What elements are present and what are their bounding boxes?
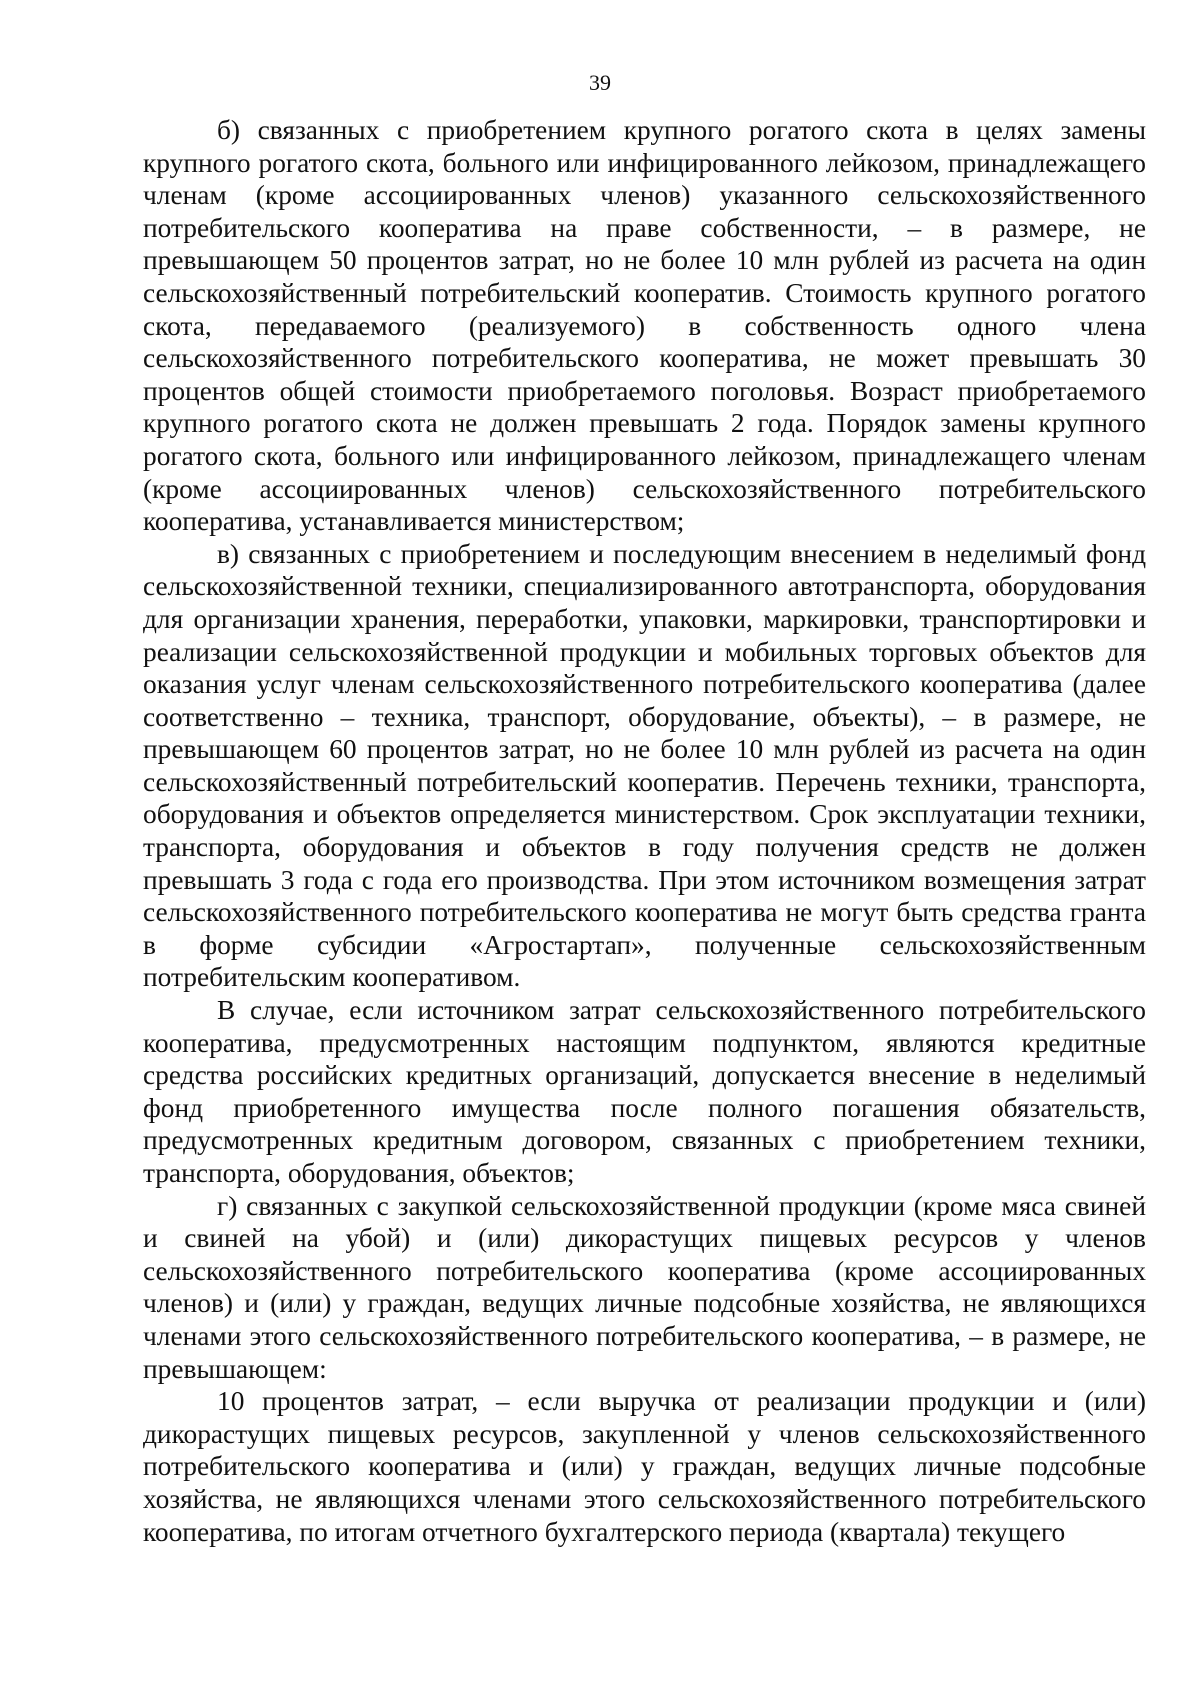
page-number: 39 [589,70,611,95]
paragraph-g: г) связанных с закупкой сельскохозяйственной продукции (кроме мяса свиней и свиней на убой) и (или) дикорастущих пищевых ресурсов у членов сельскохозяйственного потребительского кооператива (кроме ассоциированных членов) и (или) у граждан, ведущих личные подсобные хозяйства, не являющихся членами этого сельскохозяйственного потребительского кооператива, – в размере, не превышающем: [143,1190,1146,1384]
paragraph-b: б) связанных с приобретением крупного рогатого скота в целях замены крупного рогатого скота, больного или инфицированного лейкозом, принадлежащего членам (кроме ассоциированных членов) указанного сельскохозяйственного потребительского кооператива на праве собственности, – в размере, не превышающем 50 процентов затрат, но не более 10 млн рублей из расчета на один сельскохозяйственный потребительский кооператив. Стоимость крупного рогатого скота, передаваемого (реализуемого) в собственность одного члена сельскохозяйственного потребительского кооператива, не может превышать 30 процентов общей стоимости приобретаемого поголовья. Возраст приобретаемого крупного рогатого скота не должен превышать 2 года. Порядок замены крупного рогатого скота, больного или инфицированного лейкозом, принадлежащего членам (кроме ассоциированных членов) сельскохозяйственного потребительского кооператива, устанавливается министерством; [143,115,1146,537]
document-body [143,114,1146,1548]
paragraph-10-percent: 10 процентов затрат, – если выручка от реализации продукции и (или) дикорастущих пищевых ресурсов, закупленной у членов сельскохозяйственного потребительского кооператива и (или) у граждан, ведущих личные подсобные хозяйства, не являющихся членами этого сельскохозяйственного потребительского кооператива, по итогам отчетного бухгалтерского периода (квартала) текущего [143,1386,1146,1547]
paragraph-credit-case: В случае, если источником затрат сельскохозяйственного потребительского кооператива, предусмотренных настоящим подпунктом, являются кредитные средства российских кредитных организаций, допускается внесение в неделимый фонд приобретенного имущества после полного погашения обязательств, предусмотренных кредитным договором, связанных с приобретением техники, транспорта, оборудования, объектов; [143,995,1146,1188]
paragraph-v: в) связанных с приобретением и последующим внесением в неделимый фонд сельскохозяйственной техники, специализированного автотранспорта, оборудования для организации хранения, переработки, упаковки, маркировки, транспортировки и реализации сельскохозяйственной продукции и мобильных торговых объектов для оказания услуг членам сельскохозяйственного потребительского кооператива (далее соответственно – техника, транспорт, оборудование, объекты), – в размере, не превышающем 60 процентов затрат, но не более 10 млн рублей из расчета на один сельскохозяйственный потребительский кооператив. Перечень техники, транспорта, оборудования и объектов определяется министерством. Срок эксплуатации техники, транспорта, оборудования и объектов в году получения средств не должен превышать 3 года с года его производства. При этом источником возмещения затрат сельскохозяйственного потребительского кооператива не могут быть средства гранта в форме субсидии «Агростартап», полученные сельскохозяйственным потребительским кооперативом. [143,538,1146,993]
